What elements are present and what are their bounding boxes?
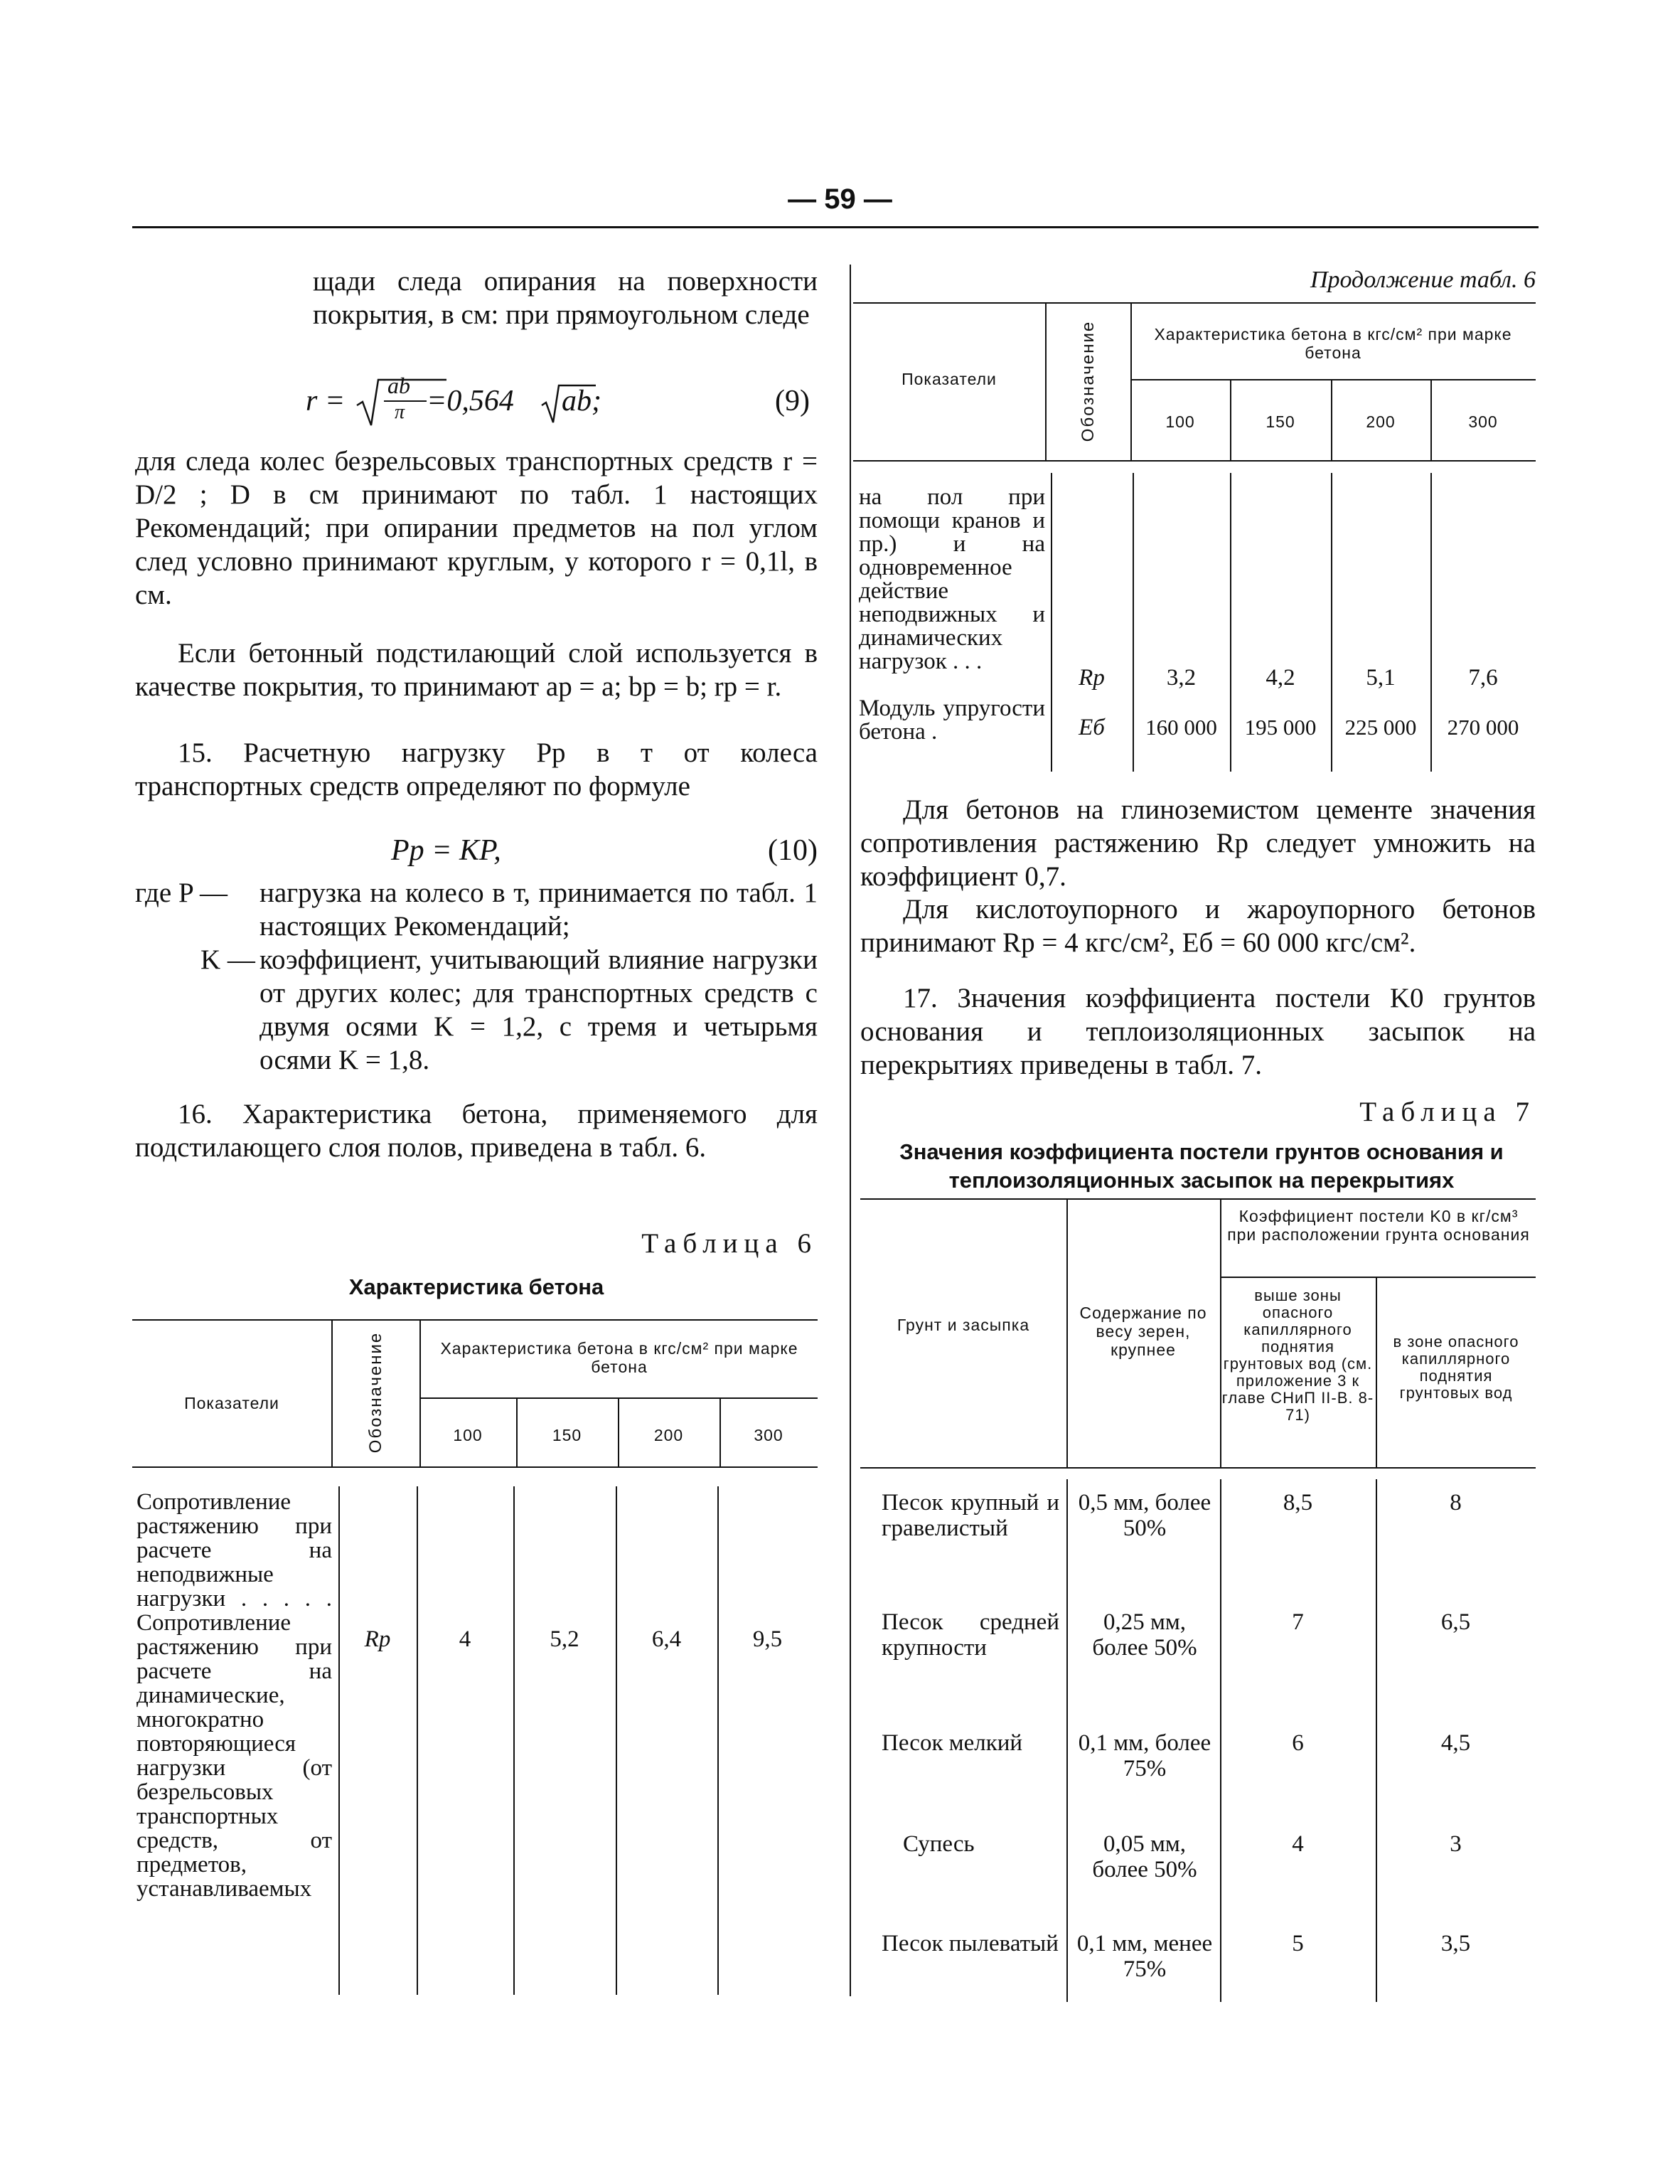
formula-9-numerator: ab [387,373,410,398]
paragraph-15: 15. Расчетную нагрузку Pp в т от колеса транспортных средств определяют по формуле [135,737,818,801]
table6-header-rule [132,1466,818,1468]
table6-h-grade-100: 100 [453,1426,483,1444]
table7-row-4-above: 4 [1292,1831,1304,1857]
table7-row-5-in: 3,5 [1440,1931,1471,1956]
table6-value-150: 5,2 [550,1626,579,1652]
table7-row-4-content: 0,05 мм, более 50% [1092,1831,1197,1882]
table7-row-2-above: 7 [1292,1609,1304,1635]
table7-h-soil: Грунт и засыпка [897,1316,1030,1334]
table6c-row2-value-100: 160 000 [1145,715,1217,740]
table6c-subheader-rule [1130,379,1536,380]
table6c-row1-symbol: Rр [1079,665,1105,691]
table6c-row2-value-150: 195 000 [1244,715,1317,740]
where-p-label: где P — [135,878,228,908]
formula-10-expr: Pр = KP, [391,834,501,867]
table7-row-5-content: 0,1 мм, менее 75% [1076,1931,1213,1982]
table7-h-in: в зоне опасного капиллярного поднятия грунтовых вод [1393,1333,1519,1402]
formula-9-coefficient: =0,564 [427,385,514,417]
table7-label: Таблица 7 [1359,1097,1536,1127]
where-k-label: K — [200,944,255,975]
table6-continued-label: Продолжение табл. 6 [1310,267,1536,293]
formula-9 [306,373,818,427]
table6-body-vline-1 [338,1486,340,1995]
table6-label: Таблица 6 [641,1228,818,1259]
table6c-h-grade-100: 100 [1165,412,1195,431]
table7-row-5-above: 5 [1292,1931,1304,1956]
formula-10 [135,833,818,869]
table6 [132,1319,818,1995]
table6c-row1-text: на пол при помощи кранов и пр.) и на одновременное действие неподвижных и динамических нагрузок . . . [859,484,1045,674]
formula-9-denominator: π [395,401,405,423]
table6-title: Характеристика бетона [348,1274,604,1299]
table6c-h-grade-300: 300 [1468,412,1498,431]
table6c-vline-1 [1045,302,1047,460]
table7-top-rule [860,1198,1536,1200]
table7-header-rule [860,1467,1536,1469]
table7-row-1-content: 0,5 мм, более 50% [1078,1490,1211,1541]
table7-subheader-rule [1220,1277,1536,1278]
table6c-row1-value-200: 5,1 [1366,665,1396,691]
formula-9-radicand: ab; [562,385,601,417]
table6-body-vline-4 [616,1486,617,1995]
table6c-h-symbol: Обозначение [1079,320,1098,442]
table6c-vline-2 [1130,302,1132,460]
table6-h-group: Характеристика бетона в кгс/см² при марке бетона [440,1339,798,1376]
table6-value-200: 6,4 [651,1626,682,1652]
table6-row-symbol: Rр [364,1626,391,1652]
table7-row-1-above: 8,5 [1283,1490,1313,1516]
table7-row-4-in: 3 [1450,1831,1462,1857]
table6c-h-grade-150: 150 [1266,412,1295,431]
paragraph-concrete-layer: Если бетонный подстилающий слой используется в качестве покрытия, то принимают ap = a; bp = b; rp = r. [135,638,818,702]
table6-h-grade-200: 200 [653,1426,684,1444]
column-divider [850,265,851,1996]
table6c-row2-value-200: 225 000 [1344,715,1417,740]
page-number: — 59 — [788,183,892,215]
table7-vline-3 [1376,1277,1377,1467]
table7-h-group: Коэффициент постели K0 в кг/см³ при расположении грунта основания [1227,1207,1530,1244]
table6c-h-group: Характеристика бетона в кгс/см² при марке бетона [1154,325,1512,362]
table7-row-2-in: 6,5 [1440,1609,1471,1635]
table7-row-4-soil: Супесь [903,1831,975,1857]
paragraph-wheel-trace [135,444,818,612]
table7-row-1-in: 8 [1450,1490,1462,1516]
paragraph-acid-resistant: Для кислотоупорного и жароупорного бетонов принимают Rр = 4 кгс/см², Eб = 60 000 кгс/см². [860,894,1536,958]
table7-h-above: выше зоны опасного капиллярного поднятия грунтовых вод (см. приложение 3 к главе СНиП II-В. 8-71) [1221,1287,1374,1424]
table6-value-100: 4 [459,1626,471,1652]
table6-body-vline-5 [717,1486,719,1995]
table7-body-vline-1 [1066,1479,1068,2002]
table7-title: Значения коэффициента постели грунтов основания и теплоизоляционных засыпок на перекрытиях [899,1139,1504,1193]
header-rule [132,226,1539,228]
paragraph-16: 16. Характеристика бетона, применяемого для подстилающего слоя полов, приведена в табл. 6. [135,1099,818,1163]
table7-row-1-soil: Песок крупный и гравелистый [882,1490,1059,1541]
table7-row-2-content: 0,25 мм, более 50% [1092,1609,1197,1661]
table6c-h-grade-200: 200 [1366,412,1396,431]
table7-row-5-soil: Песок пылеватый [882,1931,1059,1956]
table6-h-grade-150: 150 [552,1426,582,1444]
table6-row-text: Сопротивление растяжению при расчете на неподвижные нагрузки . . . . . Сопротивление растяжению при расчете на динамические, многократно повторяющиеся нагрузки (от безрельсовых транспортных средств, от предметов, устанавливаемых [137,1489,332,1902]
table6c-row2-symbol: Eб [1079,715,1105,740]
paragraph-wheel-trace-b: r = D/2 ; D в см принимают по табл. 1 настоящих Рекомендаций; при опирании предметов на пол углом след условно принимают круглым, у которого r = 0,1l, в см. [135,446,818,610]
table6c-row1-value-100: 3,2 [1166,665,1197,691]
formula-10-number: (10) [768,834,818,867]
table6-h-grade-300: 300 [754,1426,783,1444]
formula-9-lhs: r = [306,385,346,417]
table7 [860,1198,1536,2002]
table7-row-3-above: 6 [1292,1730,1304,1756]
where-k-text: коэффициент, учитывающий влияние нагрузки от других колес; для транспортных средств с двумя осями K = 1,2, с тремя и четырьмя осями K = 1,8. [260,944,818,1075]
paragraph-footprint-area: щади следа опирания на поверхности покрытия, в см: при прямоугольном следе [313,266,818,330]
table6-value-300: 9,5 [752,1626,783,1652]
table7-row-3-content: 0,1 мм, более 75% [1078,1730,1211,1781]
formula-9-number: (9) [775,385,810,417]
table6c-row1-value-150: 4,2 [1266,665,1295,691]
paragraph-17: 17. Значения коэффициента постели K0 грунтов основания и теплоизоляционных засыпок на перекрытиях приведены в табл. 7. [860,983,1536,1080]
paragraph-alumina-cement: Для бетонов на глиноземистом цементе значения сопротивления растяжению Rр следует умножить на коэффициент 0,7. [860,794,1536,892]
paragraph-wheel-trace-a: для следа колес безрельсовых транспортных средств [135,446,774,476]
table6c-row2-value-300: 270 000 [1447,715,1519,740]
table7-row-3-in: 4,5 [1440,1730,1471,1756]
table6c-top-rule [853,302,1536,304]
table6-top-rule [132,1319,818,1321]
table6c-row1-value-300: 7,6 [1468,665,1498,691]
table7-row-2-soil: Песок средней крупности [882,1609,1059,1661]
table6c-h-indicator: Показатели [901,370,997,388]
table6-vline-1 [331,1319,333,1466]
table6c-row2-text: Модуль упругости бетона . [859,696,1045,745]
table6-h-indicator: Показатели [184,1394,279,1412]
table7-row-3-soil: Песок мелкий [882,1730,1023,1756]
table6c-header-rule [853,460,1536,462]
where-p-text: нагрузка на колесо в т, принимается по табл. 1 настоящих Рекомендаций; [260,878,818,942]
table6-body-vline-2 [417,1486,418,1995]
table6-h-symbol: Обозначение [366,1331,385,1454]
table7-h-content: Содержание по весу зерен, крупнее [1079,1304,1207,1359]
table6-body-vline-3 [513,1486,515,1995]
table6-continued [853,302,1536,772]
